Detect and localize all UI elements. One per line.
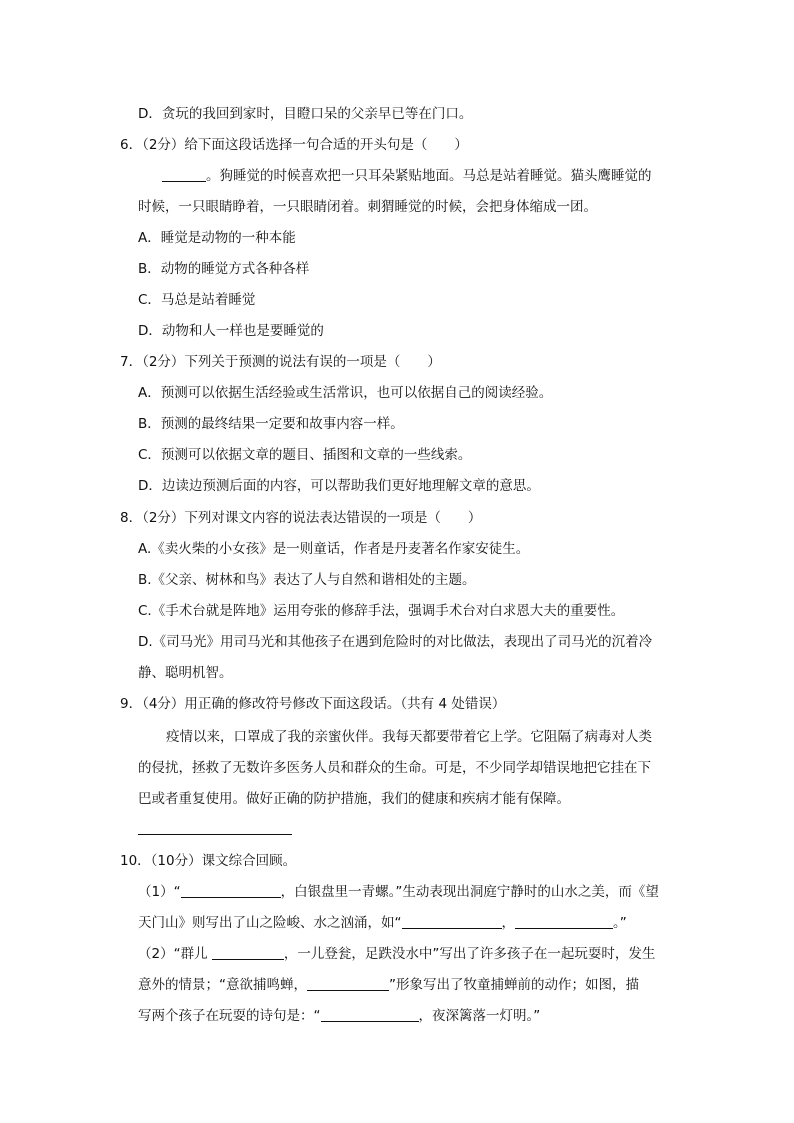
q7-option-d: D．边读边预测后面的内容，可以帮助我们更好地理解文章的意思。 [138, 478, 540, 494]
q10-blank-3 [515, 914, 613, 929]
q10-stem: 10．（10分）课文综合回顾。 [120, 853, 297, 869]
q8-option-b: B.《父亲、树林和鸟》表达了人与自然和谐相处的主题。 [138, 572, 476, 588]
q7-option-b: B．预测的最终结果一定要和故事内容一样。 [138, 416, 404, 432]
q7-option-c: C．预测可以依据文章的题目、插图和文章的一些线索。 [138, 447, 472, 463]
q6-passage-line1: 。狗睡觉的时候喜欢把一只耳朵紧贴地面。马总是站着睡觉。猫头鹰睡觉的 [162, 166, 652, 186]
q10-blank-6 [321, 1007, 419, 1022]
q6-option-a: A．睡觉是动物的一种本能 [138, 230, 296, 246]
q10-blank-4 [212, 945, 284, 960]
q9-answer-line [138, 834, 292, 835]
q6-blank [162, 167, 206, 182]
q10-part2-line3: 写两个孩子在玩耍的诗句是：“ ，夜深篱落一灯明。” [138, 1008, 541, 1024]
q9-passage-line1: 疫情以来，口罩成了我的亲蜜伙伴。我每天都要带着它上学。它阻隔了病毒对人类 [166, 729, 652, 745]
q10-blank-2 [402, 914, 502, 929]
q10-part1-line1: （1）“ ，白银盘里一青螺。”生动表现出洞庭宁静时的山水之美，而《望 [138, 884, 659, 900]
q10-blank-1 [181, 883, 281, 898]
q8-option-d-line2: 静、聪明机智。 [138, 665, 233, 681]
q10-part2-line1: （2）“群儿 ，一儿登瓮，足跌没水中”写出了许多孩子在一起玩耍时，发生 [138, 946, 656, 962]
q8-stem: 8．（2分）下列对课文内容的说法表达错误的一项是（ ） [120, 510, 482, 526]
q6-passage-line2: 时候，一只眼睛睁着，一只眼睛闭着。刺猬睡觉的时候，会把身体缩成一团。 [138, 199, 597, 215]
q5-option-d: D．贪玩的我回到家时，目瞪口呆的父亲早已等在门口。 [138, 106, 473, 122]
q6-option-d: D．动物和人一样也是要睡觉的 [138, 323, 324, 339]
q7-option-a: A．预测可以依据生活经验或生活常识，也可以依据自己的阅读经验。 [138, 385, 553, 401]
q6-stem: 6．（2分）给下面这段话选择一句合适的开头句是（ ） [120, 137, 468, 153]
q9-passage-line2: 的侵扰，拯救了无数许多医务人员和群众的生命。可是，不少同学却错误地把它挂在下 [138, 760, 651, 776]
q10-blank-5 [307, 976, 389, 991]
q8-option-a: A.《卖火柴的小女孩》是一则童话，作者是丹麦著名作家安徒生。 [138, 541, 530, 557]
q6-option-b: B．动物的睡觉方式各种各样 [138, 261, 310, 277]
q8-option-c: C.《手术台就是阵地》运用夸张的修辞手法，强调手术台对白求恩大夫的重要性。 [138, 603, 625, 619]
q9-stem: 9．（4分）用正确的修改符号修改下面这段话。（共有 4 处错误） [120, 696, 506, 712]
q7-stem: 7．（2分）下列关于预测的说法有误的一项是（ ） [120, 354, 441, 370]
q10-part1-line2: 天门山》则写出了山之险峻、水之汹涌，如“ ， 。” [138, 915, 627, 931]
q9-passage-line3: 巴或者重复使用。做好正确的防护措施，我们的健康和疾病才能有保障。 [138, 791, 570, 807]
q6-option-c: C．马总是站着睡觉 [138, 292, 256, 308]
q8-option-d-line1: D.《司马光》用司马光和其他孩子在遇到危险时的对比做法，表现出了司马光的沉着冷 [138, 634, 653, 650]
q10-part2-line2: 意外的情景；“意欲捕鸣蝉， ”形象写出了牧童捕蝉前的动作；如图，描 [138, 977, 639, 993]
